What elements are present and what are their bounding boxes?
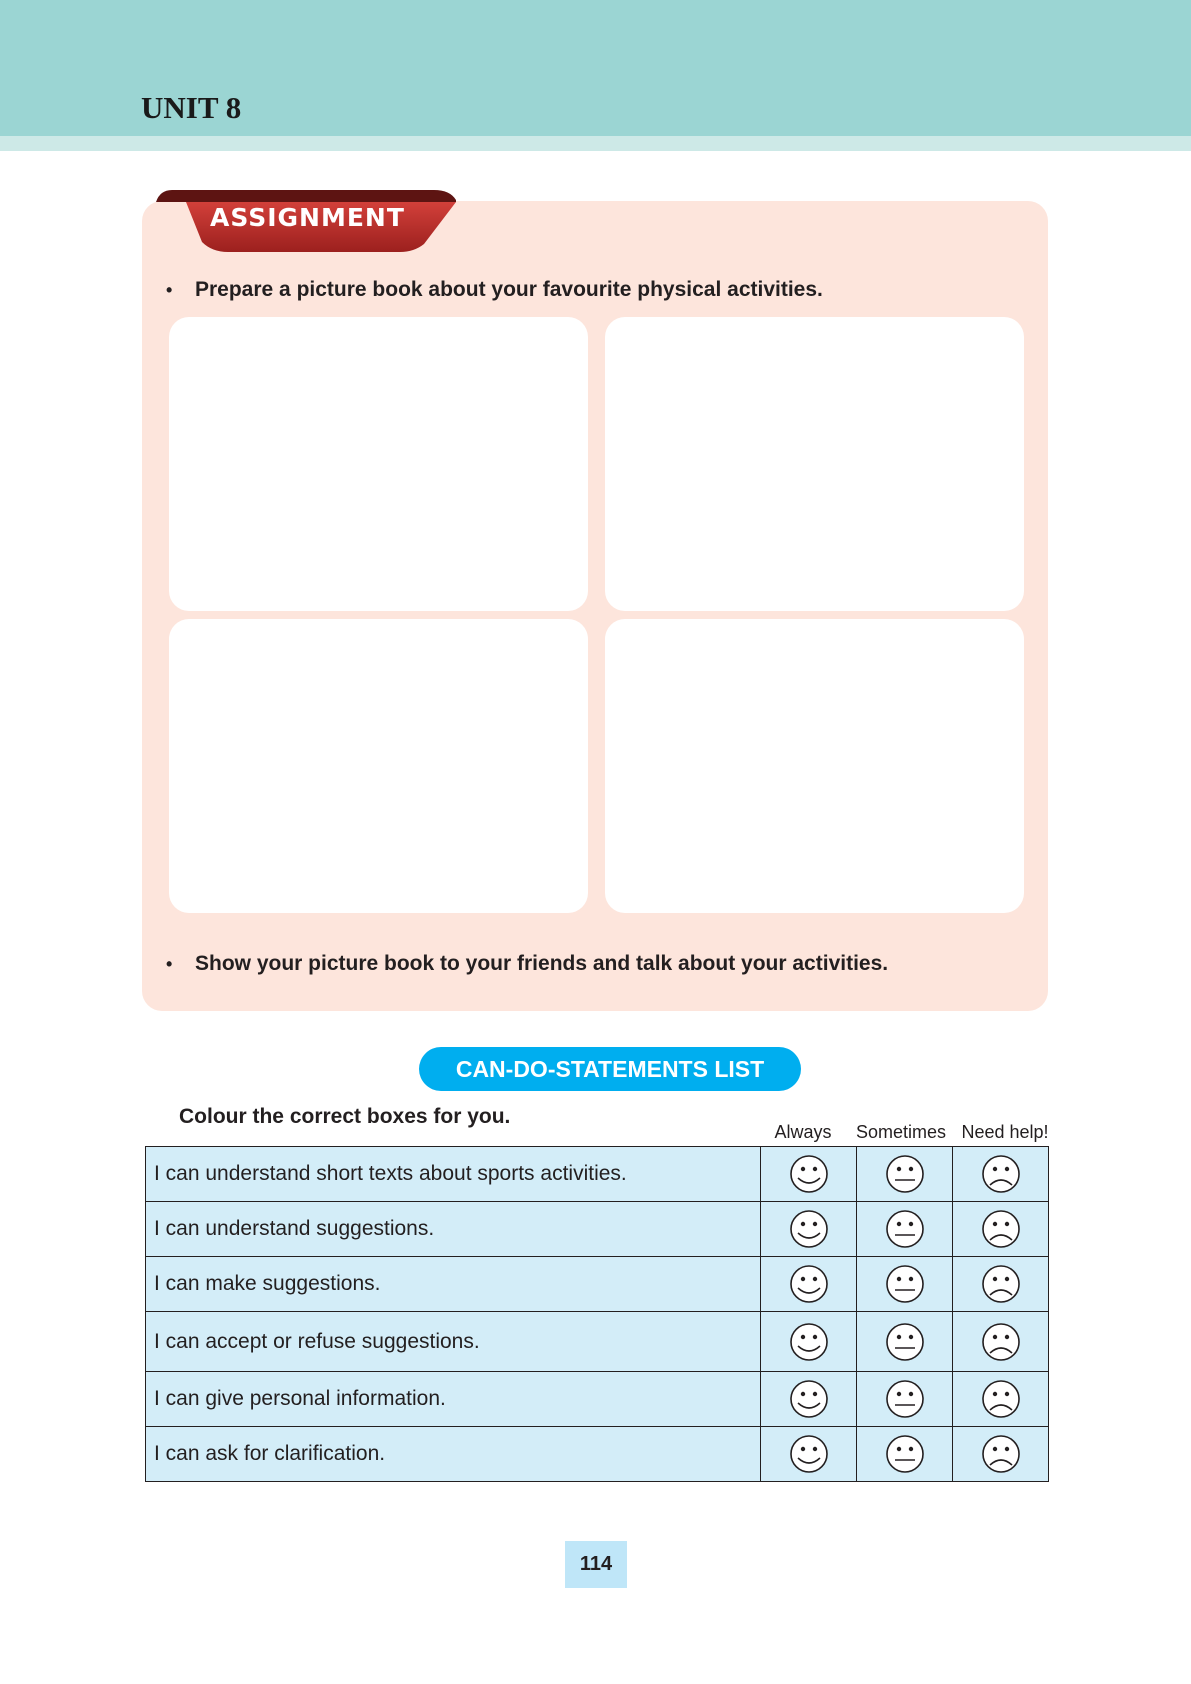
rating-box[interactable] xyxy=(857,1147,953,1202)
rating-box[interactable] xyxy=(953,1147,1049,1202)
page-number: 114 xyxy=(565,1541,627,1588)
rating-box[interactable] xyxy=(761,1257,857,1312)
rating-box[interactable] xyxy=(953,1427,1049,1482)
column-always: Always xyxy=(774,1122,832,1142)
rating-box[interactable] xyxy=(953,1372,1049,1427)
rating-box[interactable] xyxy=(761,1372,857,1427)
rating-box[interactable] xyxy=(953,1257,1049,1312)
neutral-face-icon xyxy=(885,1434,925,1474)
rating-box[interactable] xyxy=(761,1427,857,1482)
assignment-label: ASSIGNMENT xyxy=(210,203,405,232)
column-need-help: Need help! xyxy=(961,1122,1049,1142)
statement-text: I can understand short texts about sports activities. xyxy=(146,1147,761,1202)
column-sometimes: Sometimes xyxy=(855,1122,947,1142)
sad-face-icon xyxy=(981,1154,1021,1194)
statement-text: I can make suggestions. xyxy=(146,1257,761,1312)
can-do-title: CAN-DO-STATEMENTS LIST xyxy=(419,1047,801,1091)
assignment-bullet-1: • Prepare a picture book about your favourite physical activities. xyxy=(166,278,823,301)
smiley-face-icon xyxy=(789,1154,829,1194)
assignment-bullet-1-text: Prepare a picture book about your favourite physical activities. xyxy=(195,278,823,301)
smiley-face-icon xyxy=(789,1264,829,1304)
can-do-table xyxy=(145,1146,1049,1482)
rating-box[interactable] xyxy=(857,1372,953,1427)
neutral-face-icon xyxy=(885,1154,925,1194)
smiley-face-icon xyxy=(789,1434,829,1474)
statement-text: I can ask for clarification. xyxy=(146,1427,761,1482)
neutral-face-icon xyxy=(885,1209,925,1249)
sad-face-icon xyxy=(981,1434,1021,1474)
smiley-face-icon xyxy=(789,1209,829,1249)
sad-face-icon xyxy=(981,1379,1021,1419)
rating-box[interactable] xyxy=(761,1202,857,1257)
header-stripe xyxy=(0,136,1191,151)
picture-frame-3[interactable] xyxy=(169,619,588,913)
sad-face-icon xyxy=(981,1209,1021,1249)
statement-row xyxy=(146,1312,1049,1372)
rating-box[interactable] xyxy=(953,1312,1049,1372)
rating-box[interactable] xyxy=(857,1312,953,1372)
neutral-face-icon xyxy=(885,1379,925,1419)
statement-row xyxy=(146,1257,1049,1312)
picture-frame-1[interactable] xyxy=(169,317,588,611)
statement-text: I can give personal information. xyxy=(146,1372,761,1427)
assignment-bullet-2-text: Show your picture book to your friends and talk about your activities. xyxy=(195,952,889,975)
sad-face-icon xyxy=(981,1322,1021,1362)
statement-text: I can accept or refuse suggestions. xyxy=(146,1312,761,1372)
rating-box[interactable] xyxy=(857,1257,953,1312)
neutral-face-icon xyxy=(885,1322,925,1362)
rating-box[interactable] xyxy=(953,1202,1049,1257)
statement-row xyxy=(146,1372,1049,1427)
can-do-instruction: Colour the correct boxes for you. xyxy=(179,1105,511,1128)
rating-box[interactable] xyxy=(857,1202,953,1257)
smiley-face-icon xyxy=(789,1322,829,1362)
statement-text: I can understand suggestions. xyxy=(146,1202,761,1257)
rating-box[interactable] xyxy=(761,1147,857,1202)
rating-box[interactable] xyxy=(857,1427,953,1482)
neutral-face-icon xyxy=(885,1264,925,1304)
statement-row xyxy=(146,1147,1049,1202)
statement-row xyxy=(146,1427,1049,1482)
smiley-face-icon xyxy=(789,1379,829,1419)
sad-face-icon xyxy=(981,1264,1021,1304)
rating-box[interactable] xyxy=(761,1312,857,1372)
statement-row xyxy=(146,1202,1049,1257)
assignment-bullet-2: • Show your picture book to your friends and talk about your activities. xyxy=(166,952,889,975)
picture-frame-4[interactable] xyxy=(605,619,1024,913)
unit-title: UNIT 8 xyxy=(141,90,242,125)
picture-frame-2[interactable] xyxy=(605,317,1024,611)
